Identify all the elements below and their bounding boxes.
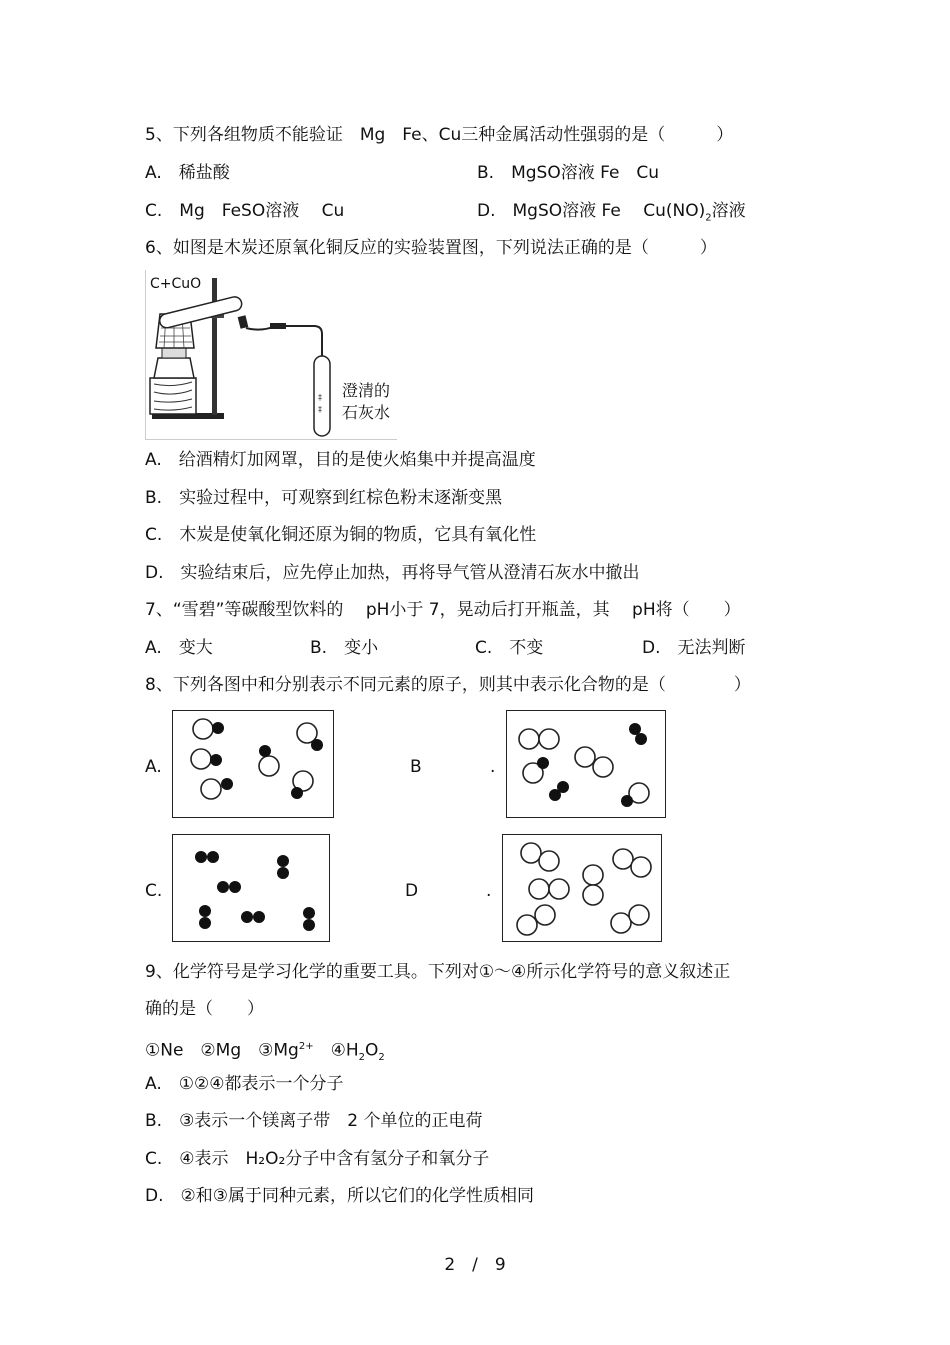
q5-option-d-text: D. MgSO溶液 Fe Cu(NO) — [477, 201, 706, 221]
q5-option-d[interactable] — [477, 200, 746, 229]
q8-label-b-dot: . — [490, 757, 496, 777]
q9-symbols-text2: ④H — [313, 1040, 359, 1061]
q8-box-a[interactable] — [172, 710, 334, 818]
q9-option-a[interactable]: A. ①②④都表示一个分子 — [145, 1074, 344, 1094]
q8-box-b[interactable] — [506, 710, 666, 818]
q9-option-c[interactable]: C. ④表示 H₂O₂分子中含有氢分子和氧分子 — [145, 1149, 490, 1169]
q8-box-d[interactable] — [502, 834, 662, 942]
svg-text:‡: ‡ — [318, 393, 322, 402]
q5-option-d-sub: 2 — [705, 212, 712, 224]
apparatus-label-c-cuo: C+CuO — [150, 276, 202, 292]
q9-symbols-sup: 2+ — [298, 1041, 314, 1052]
q5-option-c[interactable]: C. Mg FeSO溶液 Cu — [145, 201, 345, 221]
q5-stem: 5、下列各组物质不能验证 Mg Fe、Cu三种金属活动性强弱的是（ ） — [145, 125, 734, 145]
q8-label-d-dot: . — [486, 881, 492, 901]
apparatus-label-limewater-2: 石灰水 — [342, 403, 391, 422]
q8-label-a[interactable]: A. — [145, 757, 162, 777]
q7-option-b[interactable]: B. 变小 — [310, 638, 379, 658]
q8-box-a-particles — [173, 711, 335, 819]
q5-option-b[interactable]: B. MgSO溶液 Fe Cu — [477, 163, 660, 183]
q9-symbols-sub2: 2 — [378, 1052, 385, 1064]
page-number: 2 / 9 — [444, 1255, 506, 1275]
q9-option-d[interactable]: D. ②和③属于同种元素，所以它们的化学性质相同 — [145, 1186, 534, 1206]
q8-box-b-particles — [507, 711, 667, 819]
q7-stem: 7、“雪碧”等碳酸型饮料的 pH小于 7，晃动后打开瓶盖，其 pH将（ ） — [145, 600, 741, 620]
q7-option-d[interactable]: D. 无法判断 — [642, 638, 746, 658]
q9-stem-line2: 确的是（ ） — [145, 999, 264, 1019]
apparatus-label-limewater-1: 澄清的 — [342, 381, 391, 400]
q7-option-a[interactable]: A. 变大 — [145, 638, 213, 658]
q6-option-d[interactable]: D. 实验结束后，应先停止加热，再将导气管从澄清石灰水中撤出 — [145, 563, 640, 583]
q7-option-c[interactable]: C. 不变 — [475, 638, 544, 658]
q9-symbols-sub1: 2 — [358, 1052, 365, 1064]
q8-label-c[interactable]: C. — [145, 881, 163, 901]
q9-stem-line1: 9、化学符号是学习化学的重要工具。下列对①～④所示化学符号的意义叙述正 — [145, 962, 731, 982]
q6-apparatus-figure — [145, 270, 397, 440]
q8-label-d[interactable]: D — [405, 881, 419, 901]
q6-stem: 6、如图是木炭还原氧化铜反应的实验装置图，下列说法正确的是（ ） — [145, 238, 717, 258]
q6-option-a[interactable]: A. 给酒精灯加网罩，目的是使火焰集中并提高温度 — [145, 450, 536, 470]
q8-box-c-particles — [173, 835, 331, 943]
q8-box-d-particles — [503, 835, 663, 943]
q5-option-a[interactable]: A. 稀盐酸 — [145, 163, 230, 183]
q6-option-b[interactable]: B. 实验过程中，可观察到红棕色粉末逐渐变黑 — [145, 488, 503, 508]
q8-box-c[interactable] — [172, 834, 330, 942]
q5-option-d-tail: 溶液 — [711, 201, 746, 221]
q9-symbols-text: ①Ne ②Mg ③Mg — [145, 1040, 299, 1061]
q9-option-b[interactable]: B. ③表示一个镁离子带 2 个单位的正电荷 — [145, 1111, 483, 1131]
q9-symbols-o: O — [364, 1040, 379, 1061]
q9-symbols — [145, 1036, 385, 1069]
q8-label-b[interactable]: B — [410, 757, 422, 777]
svg-text:‡: ‡ — [318, 405, 322, 414]
q8-stem: 8、下列各图中和分别表示不同元素的原子，则其中表示化合物的是（ ） — [145, 675, 751, 695]
q6-option-c[interactable]: C. 木炭是使氧化铜还原为铜的物质，它具有氧化性 — [145, 525, 537, 545]
